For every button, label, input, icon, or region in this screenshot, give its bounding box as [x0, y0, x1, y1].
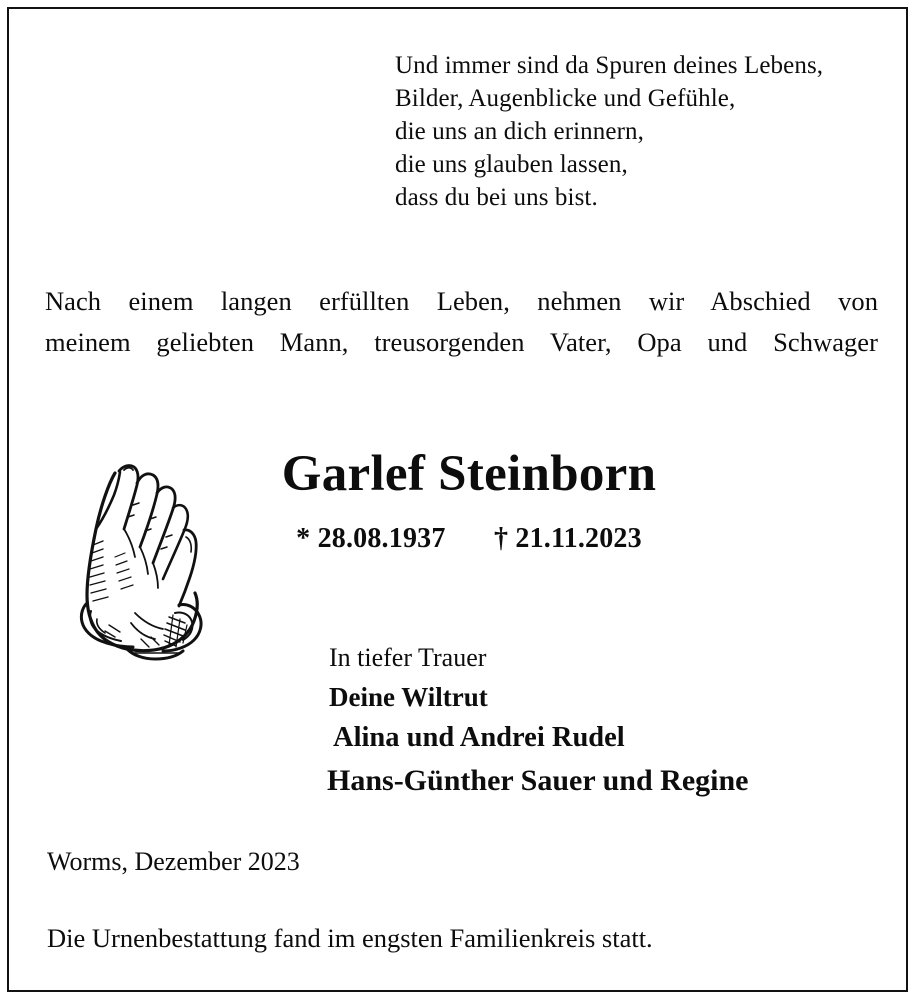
mourners-block: [327, 639, 847, 803]
life-dates: [219, 522, 719, 556]
place-and-date: Worms, Dezember 2023: [47, 847, 300, 876]
verse-line: Bilder, Augenblicke und Gefühle,: [395, 85, 736, 112]
deceased-name: Garlef Steinborn: [281, 446, 657, 502]
mourner-line: Deine Wiltrut: [329, 682, 488, 712]
verse-line: dass du bei uns bist.: [395, 184, 598, 211]
birth-symbol: *: [296, 523, 311, 554]
burial-note: Die Urnenbestattung fand im engsten Familienkreis statt.: [47, 923, 653, 953]
mourner-line: Hans-Günther Sauer und Regine: [327, 764, 749, 797]
obituary-notice: [7, 7, 908, 992]
announcement-line: Nach einem langen erfüllten Leben, nehmen wir Abschied von: [45, 286, 878, 316]
mourners-heading: In tiefer Trauer: [329, 643, 487, 672]
death-symbol: †: [493, 523, 509, 554]
verse-line: die uns an dich erinnern,: [395, 118, 644, 145]
memorial-verse: [395, 49, 823, 214]
notice-inner: [9, 9, 906, 990]
announcement-text: [45, 281, 878, 363]
birth-date: 28.08.1937: [317, 523, 446, 554]
praying-hands-icon: [71, 453, 207, 668]
announcement-line: meinem geliebten Mann, treusorgenden Vater, Opa und Schwager: [45, 327, 878, 357]
death-date: 21.11.2023: [515, 523, 642, 554]
verse-line: Und immer sind da Spuren deines Lebens,: [395, 52, 824, 79]
mourner-line: Alina und Andrei Rudel: [333, 722, 625, 753]
verse-line: die uns glauben lassen,: [395, 151, 628, 178]
